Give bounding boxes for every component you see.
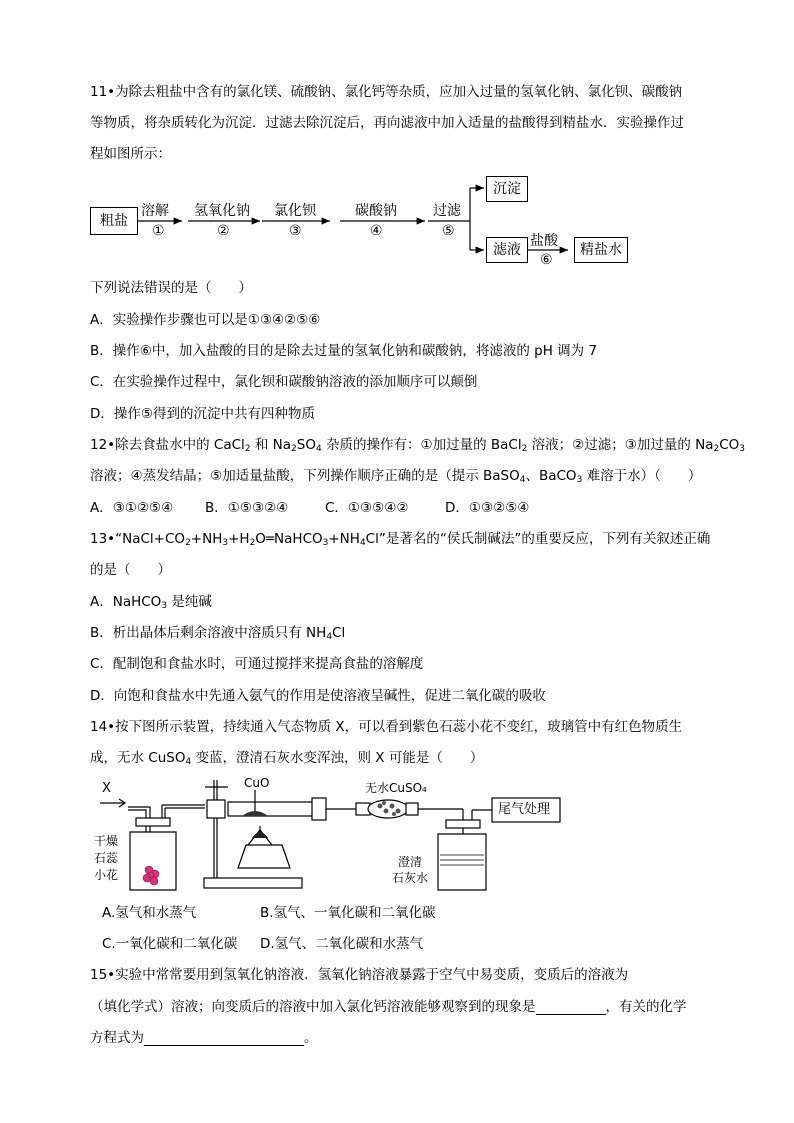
flow-crude-salt: 粗盐 bbox=[90, 207, 138, 235]
q12-option-a: A．③①②⑤④ bbox=[90, 500, 174, 516]
q12-option-c: C．①③⑤④② bbox=[325, 500, 409, 516]
q15-line1: 15•实验中常常要用到氢氧化钠溶液．氢氧化钠溶液暴露于空气中易变质，变质后的溶液为 bbox=[90, 967, 629, 983]
flow-step3-label: 氯化钡 bbox=[274, 203, 316, 219]
q12-line1: 12•除去食盐水中的 CaCl$_2$ 和 $Na_2SO_4$ 杂质的操作有：①加过量的 BaCl$_2$ 溶液；②过滤；③加过量的 $Na_2CO_3$ bbox=[90, 437, 746, 454]
q14-option-d: D.氢气、二氧化碳和水蒸气 bbox=[260, 936, 424, 952]
q12-option-d: D．①③②⑤④ bbox=[445, 500, 530, 516]
q15-line3: 方程式为 。 bbox=[90, 1030, 318, 1046]
apparatus-limewater-label-2: 石灰水 bbox=[392, 871, 429, 885]
q13-line1: $13•“NaCl+CO_2+NH_3+H_2O═NaHCO_3+NH_4Cl$”是著名的“侯氏制碱法”的重要反应，下列有关叙述正确 bbox=[90, 531, 711, 548]
flow-step1-label: 溶解 bbox=[141, 203, 169, 219]
flow-step4-label: 碳酸钠 bbox=[355, 203, 397, 219]
q11-option-c: C．在实验操作过程中，氯化钡和碳酸钠溶液的添加顺序可以颠倒 bbox=[90, 374, 478, 390]
apparatus-cuo-label: CuO bbox=[244, 776, 270, 790]
apparatus-litmus-label-1: 干燥 bbox=[94, 834, 119, 848]
q11-line3: 程如图所示： bbox=[90, 146, 171, 162]
q15-blank-equation[interactable] bbox=[144, 1031, 304, 1046]
flow-precipitate: 沉淀 bbox=[486, 176, 528, 202]
q11-option-a: A．实验操作步骤也可以是①③④②⑤⑥ bbox=[90, 312, 321, 328]
apparatus-limewater-label-1: 澄清 bbox=[398, 855, 423, 869]
flow-brine: 精盐水 bbox=[574, 237, 628, 263]
q13-option-b: B．析出晶体后剩余溶液中溶质只有 $NH_4Cl$ bbox=[90, 625, 346, 642]
q13-option-c: C．配制饱和食盐水时，可通过搅拌来提高食盐的溶解度 bbox=[90, 656, 424, 672]
q11-question: 下列说法错误的是（ ） bbox=[90, 280, 252, 296]
flow-step2-num: ② bbox=[217, 223, 230, 239]
q14-option-b: B.氢气、一氧化碳和二氧化碳 bbox=[260, 905, 436, 921]
apparatus-cuso4-label: 无水CuSO₄ bbox=[365, 781, 427, 795]
apparatus-litmus-label-3: 小花 bbox=[94, 868, 119, 882]
flow-step5-num: ⑤ bbox=[442, 223, 455, 239]
flow-step2-label: 氢氧化钠 bbox=[194, 203, 250, 219]
q15-line2: （填化学式）溶液；向变质后的溶液中加入氯化钙溶液能够观察到的现象是 ，有关的化学 bbox=[90, 999, 687, 1015]
apparatus-litmus-label-2: 石蕊 bbox=[94, 851, 119, 865]
q11-option-d: D．操作⑤得到的沉淀中共有四种物质 bbox=[90, 406, 315, 422]
flow-filtrate: 滤液 bbox=[486, 237, 528, 263]
q14-option-c: C.一氧化碳和二氧化碳 bbox=[102, 936, 238, 952]
q13-line2: 的是（ ） bbox=[90, 562, 171, 578]
q13-option-d: D．向饱和食盐水中先通入氨气的作用是使溶液呈碱性，促进二氧化碳的吸收 bbox=[90, 688, 546, 704]
q11-line2: 等物质，将杂质转化为沉淀．过滤去除沉淀后，再向滤液中加入适量的盐酸得到精盐水．实验操作过 bbox=[90, 115, 684, 131]
q14-line2: 成，无水 CuSO$_4$ 变蓝，澄清石灰水变浑浊，则 X 可能是（ ） bbox=[90, 750, 484, 767]
q14-option-a: A.氢气和水蒸气 bbox=[102, 905, 197, 921]
q15-blank-phenomenon[interactable] bbox=[536, 1000, 606, 1015]
flow-step3-num: ③ bbox=[289, 223, 302, 239]
q12-line2: 溶液；④蒸发结晶；⑤加适量盐酸，下列操作顺序正确的是（提示 BaSO$_4$、BaCO$_3$ 难溶于水）（ ） bbox=[90, 468, 702, 485]
flow-step6-label: 盐酸 bbox=[530, 233, 558, 249]
flow-step6-num: ⑥ bbox=[540, 252, 553, 268]
flow-step1-num: ① bbox=[152, 223, 165, 239]
q14-line1: 14•按下图所示装置，持续通入气态物质 X，可以看到紫色石蕊小花不变红，玻璃管中有红色物质生 bbox=[90, 719, 683, 735]
q11-option-b: B．操作⑥中，加入盐酸的目的是除去过量的氢氧化钠和碳酸钠，将滤液的 pH 调为 7 bbox=[90, 343, 598, 359]
apparatus-x-label: X bbox=[102, 781, 111, 796]
q12-option-b: B．①⑤③②④ bbox=[205, 500, 289, 516]
q13-option-a: A．NaHCO$_3$ 是纯碱 bbox=[90, 594, 212, 611]
flow-step4-num: ④ bbox=[370, 223, 383, 239]
apparatus-exhaust-label: 尾气处理 bbox=[498, 802, 551, 817]
q11-line1: 11•为除去粗盐中含有的氯化镁、硫酸钠、氯化钙等杂质，应加入过量的氢氧化钠、氯化钡、碳酸钠 bbox=[90, 84, 683, 100]
flow-step5-label: 过滤 bbox=[433, 203, 461, 219]
